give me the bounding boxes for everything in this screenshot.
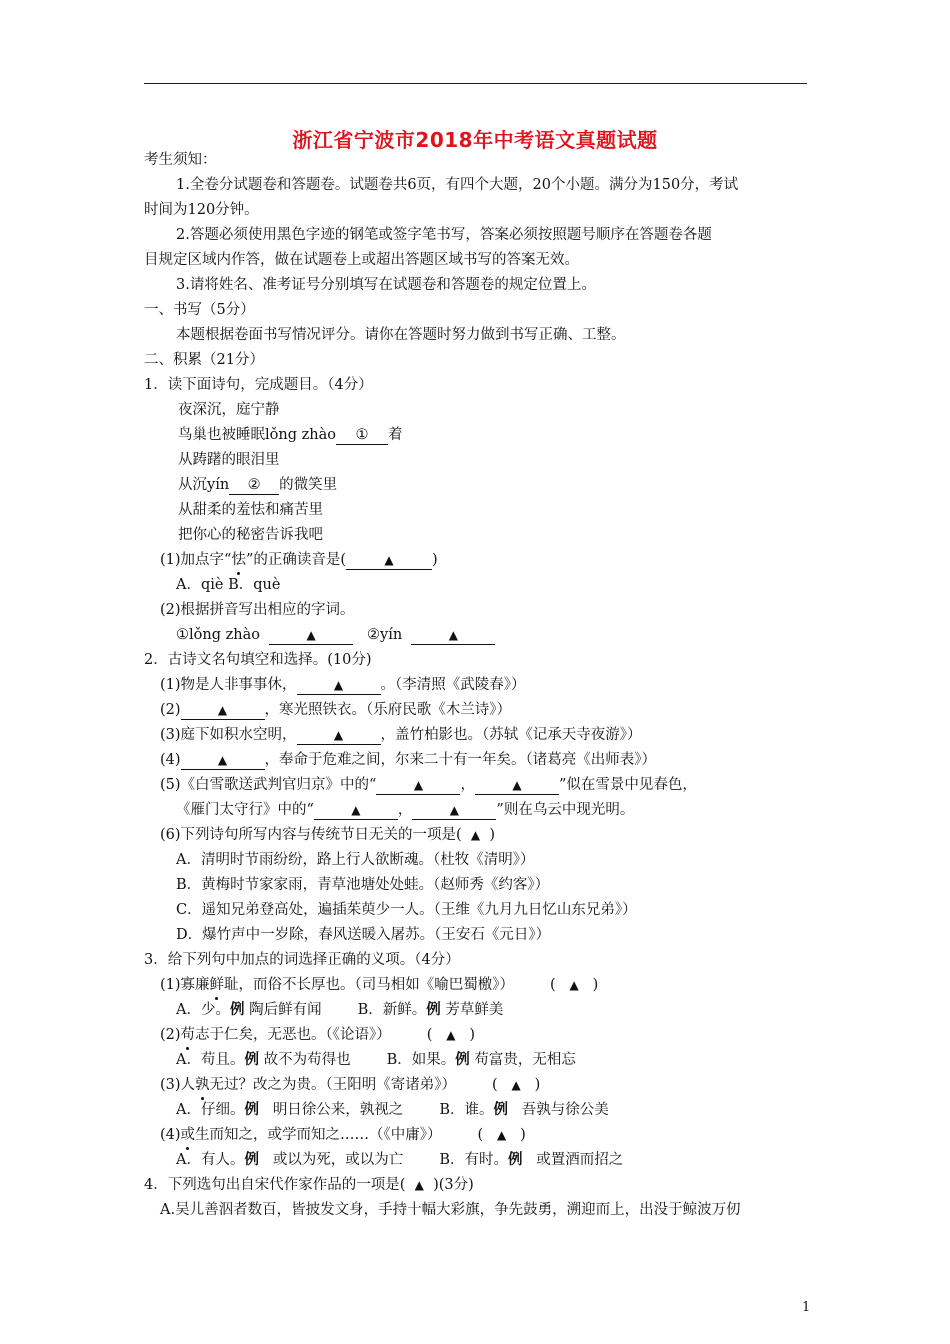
answer-mark[interactable]: ▲ (414, 1178, 424, 1192)
page-title: 浙江省宁波市2018年中考语文真题试题 (292, 128, 658, 152)
emphasized-char: 孰 (195, 1077, 210, 1093)
answer-blank[interactable]: ▲ (475, 776, 559, 795)
question-1-stem: 1．读下面诗句，完成题目。（4分） (144, 377, 373, 393)
option-c: C．遥知兄弟登高处，遍插茱萸少一人。（王维《九月九日忆山东兄弟》） (176, 902, 637, 918)
page-number: 1 (802, 1300, 811, 1315)
question-2-item-5-cont: 《雁门太守行》中的“ ▲ ， ▲ ”则在乌云中现光明。 (176, 802, 635, 818)
answer-blank[interactable]: ▲ (181, 751, 265, 770)
option-a: A．清明时节雨纷纷，路上行人欲断魂。（杜牧《清明》） (176, 852, 535, 868)
option-b: B．黄梅时节家家雨，青草池塘处处蛙。（赵师秀《约客》） (176, 877, 550, 893)
emphasized-char: 苟 (180, 1027, 196, 1043)
emphasized-char: 鲜 (209, 977, 225, 993)
section-1-body: 本题根据卷面书写情况评分。请你在答题时努力做到书写正确、工整。 (176, 327, 626, 343)
poem-line-1: 夜深沉，庭宁静 (178, 402, 280, 418)
answer-blank[interactable]: ▲ (412, 801, 496, 820)
question-2-item-4: (4) ▲ ，奉命于危难之间，尔来二十有一年矣。（诸葛亮《出师表》） (160, 752, 657, 768)
poem-line-6: 把你心的秘密告诉我吧 (178, 527, 323, 543)
notice-item-2-cont: 目规定区域内作答，做在试题卷上或超出答题区域书写的答案无效。 (144, 252, 579, 268)
question-1-sub-1-options: A．qiè B．què (176, 577, 281, 593)
emphasized-char: 或 (180, 1127, 196, 1143)
answer-mark[interactable]: ▲ (497, 1128, 507, 1142)
question-1-sub-2-blanks: ①lǒng zhào ▲ ②yín ▲ (176, 625, 495, 645)
question-2-item-5: (5)《白雪歌送武判官归京》中的“ ▲ ， ▲ ”似在雪景中见春色， (160, 777, 697, 793)
question-3-item-1-options: A．少。例 陶后鲜有闻 B．新鲜。例 芳草鲜美 (176, 1002, 504, 1018)
question-3-item-2: (2)苟志于仁矣，无恶也。（《论语》） ( ▲ ) (160, 1027, 476, 1043)
question-3-stem: 3．给下列句中加点的词选择正确的义项。（4分） (144, 952, 460, 968)
answer-blank[interactable]: ▲ (346, 551, 432, 570)
section-1-heading: 一、书写（5分） (144, 302, 255, 318)
question-3-item-3-options: A．仔细。例 明日徐公来，孰视之 B．谁。例 吾孰与徐公美 (176, 1102, 609, 1118)
answer-mark[interactable]: ▲ (470, 828, 481, 842)
question-3-item-4: (4)或生而知之，或学而知之……（《中庸》） ( ▲ ) (160, 1127, 526, 1143)
question-3-item-3: (3)人孰无过？改之为贵。（王阳明《寄诸弟》） ( ▲ ) (160, 1077, 541, 1093)
question-2-stem: 2．古诗文名句填空和选择。(10分) (144, 652, 372, 668)
answer-mark[interactable]: ▲ (511, 1078, 521, 1092)
question-4-option-a: A.吴儿善泅者数百，皆披发文身，手持十幅大彩旗，争先鼓勇，溯迎而上，出没于鲸波万仞 (160, 1202, 741, 1218)
answer-blank[interactable]: ▲ (269, 626, 353, 645)
answer-blank[interactable]: ▲ (181, 701, 265, 720)
option-d: D．爆竹声中一岁除，春风送暖入屠苏。（王安石《元日》） (176, 927, 551, 943)
notice-item-2: 2.答题必须使用黑色字迹的钢笔或签字笔书写，答案必须按照题号顺序在答题卷各题 (176, 227, 712, 243)
answer-mark[interactable]: ▲ (569, 978, 579, 992)
question-2-item-1: (1)物是人非事事休， ▲ 。（李清照《武陵春》） (160, 677, 526, 693)
question-1-sub-2: (2)根据拼音写出相应的字词。 (160, 602, 355, 618)
answer-blank[interactable]: ▲ (297, 676, 381, 695)
answer-blank[interactable]: ▲ (411, 626, 495, 645)
notice-item-1-cont: 时间为120分钟。 (144, 202, 259, 218)
poem-line-2: 鸟巢也被睡眠lǒng zhào ① 着 (178, 427, 403, 443)
question-3-item-1: (1)寡廉鲜耻，而俗不长厚也。（司马相如《喻巴蜀檄》） ( ▲ ) (160, 977, 599, 993)
notice-item-1: 1.全卷分试题卷和答题卷。试题卷共6页，有四个大题，20个小题。满分为150分，考试 (176, 177, 739, 193)
answer-blank[interactable]: ① (336, 426, 388, 445)
answer-blank[interactable]: ▲ (314, 801, 398, 820)
poem-line-5: 从甜柔的羞怯和痛苦里 (178, 502, 323, 518)
answer-blank[interactable]: ▲ (297, 726, 381, 745)
question-3-item-2-options: A．苟且。例 故不为苟得也 B．如果。例 苟富贵，无相忘 (176, 1052, 576, 1068)
question-3-item-4-options: A．有人。例 或以为死，或以为亡 B．有时。例 或置酒而招之 (176, 1152, 624, 1168)
notice-item-3: 3.请将姓名、准考证号分别填写在试题卷和答题卷的规定位置上。 (176, 277, 596, 293)
poem-line-3: 从踌躇的眼泪里 (178, 452, 280, 468)
emphasized-char: 怯 (231, 552, 246, 568)
answer-blank[interactable]: ▲ (376, 776, 460, 795)
poem-line-4: 从沉yín ② 的微笑里 (178, 477, 338, 493)
question-2-item-2: (2) ▲ ，寒光照铁衣。（乐府民歌《木兰诗》） (160, 702, 512, 718)
header-rule (144, 83, 807, 84)
notice-heading: 考生须知： (144, 152, 217, 168)
question-4-stem: 4．下列选句出自宋代作家作品的一项是( ▲ )(3分) (144, 1177, 474, 1193)
section-2-heading: 二、积累（21分） (144, 352, 264, 368)
question-1-sub-1: (1)加点字“怯”的正确读音是( ▲ ) (160, 552, 438, 568)
question-2-item-3: (3)庭下如积水空明， ▲ ，盖竹柏影也。（苏轼《记承天寺夜游》） (160, 727, 642, 743)
answer-mark[interactable]: ▲ (446, 1028, 456, 1042)
question-2-item-6: (6)下列诗句所写内容与传统节日无关的一项是( ▲ ) (160, 827, 496, 843)
answer-blank[interactable]: ② (229, 476, 279, 495)
